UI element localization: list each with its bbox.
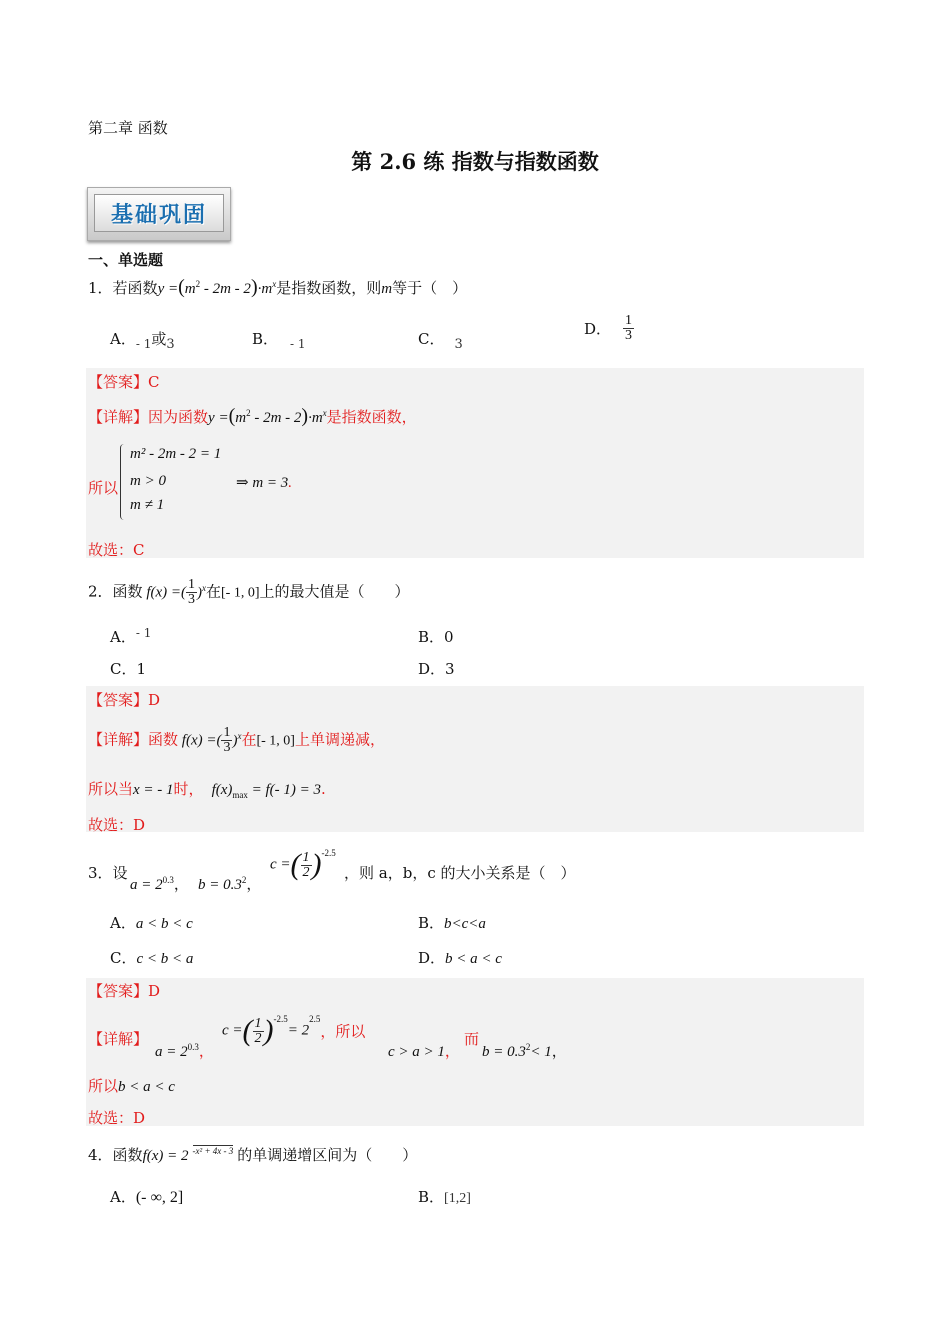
q2-option-d[interactable] bbox=[418, 658, 455, 679]
q1-result bbox=[236, 473, 292, 492]
q1-system-brace bbox=[120, 444, 124, 520]
q3-a-def: $a = 2^{0.3}$， bbox=[130, 875, 189, 893]
detail-tag: 【详解】 bbox=[88, 408, 149, 426]
q1-sys-line-1: m² - 2m - 2 = 1 bbox=[130, 446, 222, 462]
expr: a = 2 bbox=[130, 877, 163, 893]
q1-post: 等于（ ） bbox=[392, 279, 468, 297]
chapter-label: 第二章 函数 bbox=[88, 119, 168, 137]
q4-exponent: -x² + 4x - 3 bbox=[192, 1146, 234, 1156]
q1-answer: 【答案】C bbox=[88, 373, 160, 391]
q3-detail-c: c =( $\frac{1}{2}$ )$^{-2.5}= 2^{2.5}$，所以 bbox=[222, 1014, 366, 1047]
expr: b = 0.3 bbox=[198, 877, 242, 893]
option-label: A． bbox=[110, 914, 136, 932]
section-heading: 一、单选题 bbox=[88, 251, 164, 269]
q2-detail: 【详解】函数 f(x) =( $\frac{1}{3}$ )$^x$在[- 1, 0]上单调递减， bbox=[88, 725, 385, 755]
q1-number: 1． bbox=[88, 279, 113, 297]
option-label: A． bbox=[110, 330, 136, 348]
q3-detail-rel1: c > a > 1， bbox=[388, 1044, 460, 1060]
q1-sys-line-3: m ≠ 1 bbox=[130, 497, 165, 513]
q3-b-def: $b = 0.3^2$， bbox=[198, 875, 262, 893]
option-value: 3 bbox=[166, 337, 175, 352]
q2-detail-interval: [- 1, 0] bbox=[256, 733, 295, 749]
exponent: 0.3 bbox=[187, 1042, 199, 1052]
q1-choice: 故选：C bbox=[88, 541, 145, 559]
detail-text: 因为函数 bbox=[148, 408, 209, 426]
expr: c > a > 1 bbox=[388, 1044, 445, 1060]
exponent: -2.5 bbox=[273, 1014, 288, 1024]
detail-text: 在 bbox=[241, 730, 257, 749]
q3-option-d[interactable] bbox=[418, 947, 502, 968]
q3-number: 3． bbox=[88, 864, 113, 882]
detail-text: 是指数函数， bbox=[326, 408, 417, 426]
q1-formula: $y =(m^2 - 2m - 2)\cdot m^x$ bbox=[157, 276, 277, 298]
result-text: ⇒ m = 3 bbox=[236, 475, 289, 491]
q2-interval: [- 1, 0] bbox=[221, 585, 260, 601]
option-value: [1,2] bbox=[444, 1191, 471, 1206]
detail-text: 所以当 bbox=[88, 780, 134, 798]
q1-answer-box bbox=[86, 368, 864, 558]
option-label: D． bbox=[418, 949, 446, 967]
question-4 bbox=[88, 1144, 417, 1165]
q3-pre: 设 bbox=[112, 864, 128, 882]
q1-so: 所以 bbox=[88, 479, 119, 497]
expr: b = 0.3 bbox=[482, 1044, 526, 1060]
q2-cond: x = - 1 bbox=[133, 782, 174, 798]
q1-var: m bbox=[381, 281, 393, 297]
page-title: 第 2.6 练 指数与指数函数 bbox=[351, 149, 599, 174]
detail-tag: 【详解】 bbox=[88, 730, 149, 749]
option-label: A． bbox=[110, 1188, 136, 1206]
q2-choice: 故选：D bbox=[88, 816, 146, 834]
q3-option-c[interactable] bbox=[110, 947, 193, 968]
option-value: 3 bbox=[454, 337, 463, 352]
q3-c-def: c =( $\frac{1}{2}$ )$^{-2.5}$ bbox=[270, 848, 336, 881]
option-value: (- ∞, 2] bbox=[135, 1189, 184, 1206]
detail-text: 时， bbox=[173, 780, 204, 798]
q4-post: 的单调递增区间为（ ） bbox=[237, 1146, 418, 1164]
question-1 bbox=[88, 276, 467, 299]
q3-detail-tag: 【详解】 bbox=[88, 1030, 149, 1048]
detail-text: 所以 bbox=[335, 1024, 366, 1041]
q3-final: b < a < c bbox=[118, 1079, 175, 1095]
exponent: 2 bbox=[241, 875, 247, 885]
q1-detail bbox=[88, 405, 417, 428]
exponent: 2.5 bbox=[309, 1014, 321, 1024]
q2-option-b[interactable] bbox=[418, 626, 454, 647]
badge-text: 基础巩固 bbox=[110, 201, 207, 228]
expr: c = bbox=[270, 856, 291, 873]
q2-option-c[interactable] bbox=[110, 658, 146, 679]
option-label: C． bbox=[110, 660, 137, 678]
exponent: 2 bbox=[525, 1042, 531, 1052]
option-label: D． bbox=[418, 660, 446, 678]
option-label: B． bbox=[418, 914, 445, 932]
q3-answer: 【答案】D bbox=[88, 982, 161, 1000]
option-value: a < b < c bbox=[135, 916, 193, 932]
q4-option-a[interactable] bbox=[110, 1186, 183, 1207]
q3-detail-rel2: $b = 0.3^2< 1$， bbox=[482, 1042, 567, 1060]
q2-answer-box bbox=[86, 686, 864, 832]
option-or: 或 bbox=[151, 330, 167, 348]
q1-pre: 若函数 bbox=[112, 279, 158, 297]
question-2: 2．函数 f(x) =( $\frac{1}{3}$ )$^x$在[- 1, 0]上的最大值是（ ） bbox=[88, 577, 410, 607]
q3-conclusion bbox=[88, 1075, 175, 1096]
q1-option-d[interactable] bbox=[584, 314, 634, 343]
exponent: -2.5 bbox=[321, 848, 336, 858]
option-label: C． bbox=[110, 949, 137, 967]
option-label: B． bbox=[252, 330, 279, 348]
q2-answer: 【答案】D bbox=[88, 691, 161, 709]
option-value: b<c<a bbox=[444, 916, 486, 932]
q1-detail-formula: $y =(m^2 - 2m - 2)\cdot m^x$ bbox=[208, 405, 327, 427]
q3-post: ，则 a，b，c 的大小关系是（ ） bbox=[344, 864, 576, 882]
q1-option-c[interactable] bbox=[418, 328, 463, 352]
fraction-numerator: 1 bbox=[625, 313, 633, 328]
q4-formula: f(x) = 2 bbox=[142, 1148, 189, 1164]
q2-formula: f(x) =( bbox=[142, 584, 186, 601]
q2-conclusion: 所以当x = - 1时， $f(x)_{max} = f(-$ 1) = 3. bbox=[88, 780, 326, 800]
option-value: 1 bbox=[136, 660, 147, 678]
expr: c = bbox=[222, 1022, 243, 1039]
option-label: B． bbox=[418, 1188, 445, 1206]
detail-text: 上单调递减， bbox=[294, 730, 385, 749]
q3-option-b[interactable] bbox=[418, 912, 486, 933]
q4-number: 4． bbox=[88, 1146, 113, 1164]
result-dot: . bbox=[288, 475, 293, 491]
option-label: D． bbox=[584, 320, 612, 338]
detail-dot: . bbox=[321, 780, 326, 798]
detail-text: 所以 bbox=[88, 1077, 119, 1095]
option-value: 3 bbox=[445, 660, 455, 678]
q2-max-expr: = f(- 1) = 3 bbox=[251, 782, 322, 798]
option-label: C． bbox=[418, 330, 445, 348]
q4-pre: 函数 bbox=[112, 1146, 143, 1164]
detail-text: 函数 bbox=[148, 730, 179, 749]
exponent: 0.3 bbox=[162, 875, 174, 885]
q3-option-a[interactable] bbox=[110, 912, 193, 933]
q2-number: 2． bbox=[88, 582, 113, 601]
q2-pre: 函数 bbox=[112, 582, 143, 601]
fraction-denominator: 3 bbox=[625, 328, 633, 343]
option-value: - 1 bbox=[290, 337, 306, 351]
expr: < 1 bbox=[530, 1044, 552, 1060]
option-value: - 1 bbox=[135, 337, 152, 351]
q1-mid: 是指数函数，则 bbox=[276, 279, 382, 297]
q3-detail-and: 而 bbox=[464, 1030, 480, 1048]
q1-option-a[interactable] bbox=[110, 328, 175, 352]
option-value: c < b < a bbox=[136, 951, 194, 967]
option-value: 0 bbox=[444, 628, 454, 646]
option-value: b < a < c bbox=[445, 951, 502, 967]
q3-detail-a: $a = 2^{0.3}$， bbox=[155, 1042, 214, 1060]
q2-post: 上的最大值是（ ） bbox=[259, 582, 410, 601]
q2-mid: 在 bbox=[206, 582, 222, 601]
option-label: B． bbox=[418, 628, 445, 646]
q1-option-b[interactable] bbox=[252, 328, 306, 351]
option-label: A． bbox=[110, 628, 136, 646]
q3-choice: 故选：D bbox=[88, 1109, 146, 1127]
q3-lead bbox=[88, 862, 128, 883]
option-value: - 1 bbox=[135, 626, 152, 640]
expr: a = 2 bbox=[155, 1044, 188, 1060]
q1-sys-line-2: m > 0 bbox=[130, 473, 166, 489]
q2-option-a[interactable] bbox=[110, 626, 151, 647]
section-badge bbox=[87, 187, 231, 241]
q4-option-b[interactable] bbox=[418, 1186, 471, 1207]
expr: = 2 bbox=[287, 1022, 310, 1039]
